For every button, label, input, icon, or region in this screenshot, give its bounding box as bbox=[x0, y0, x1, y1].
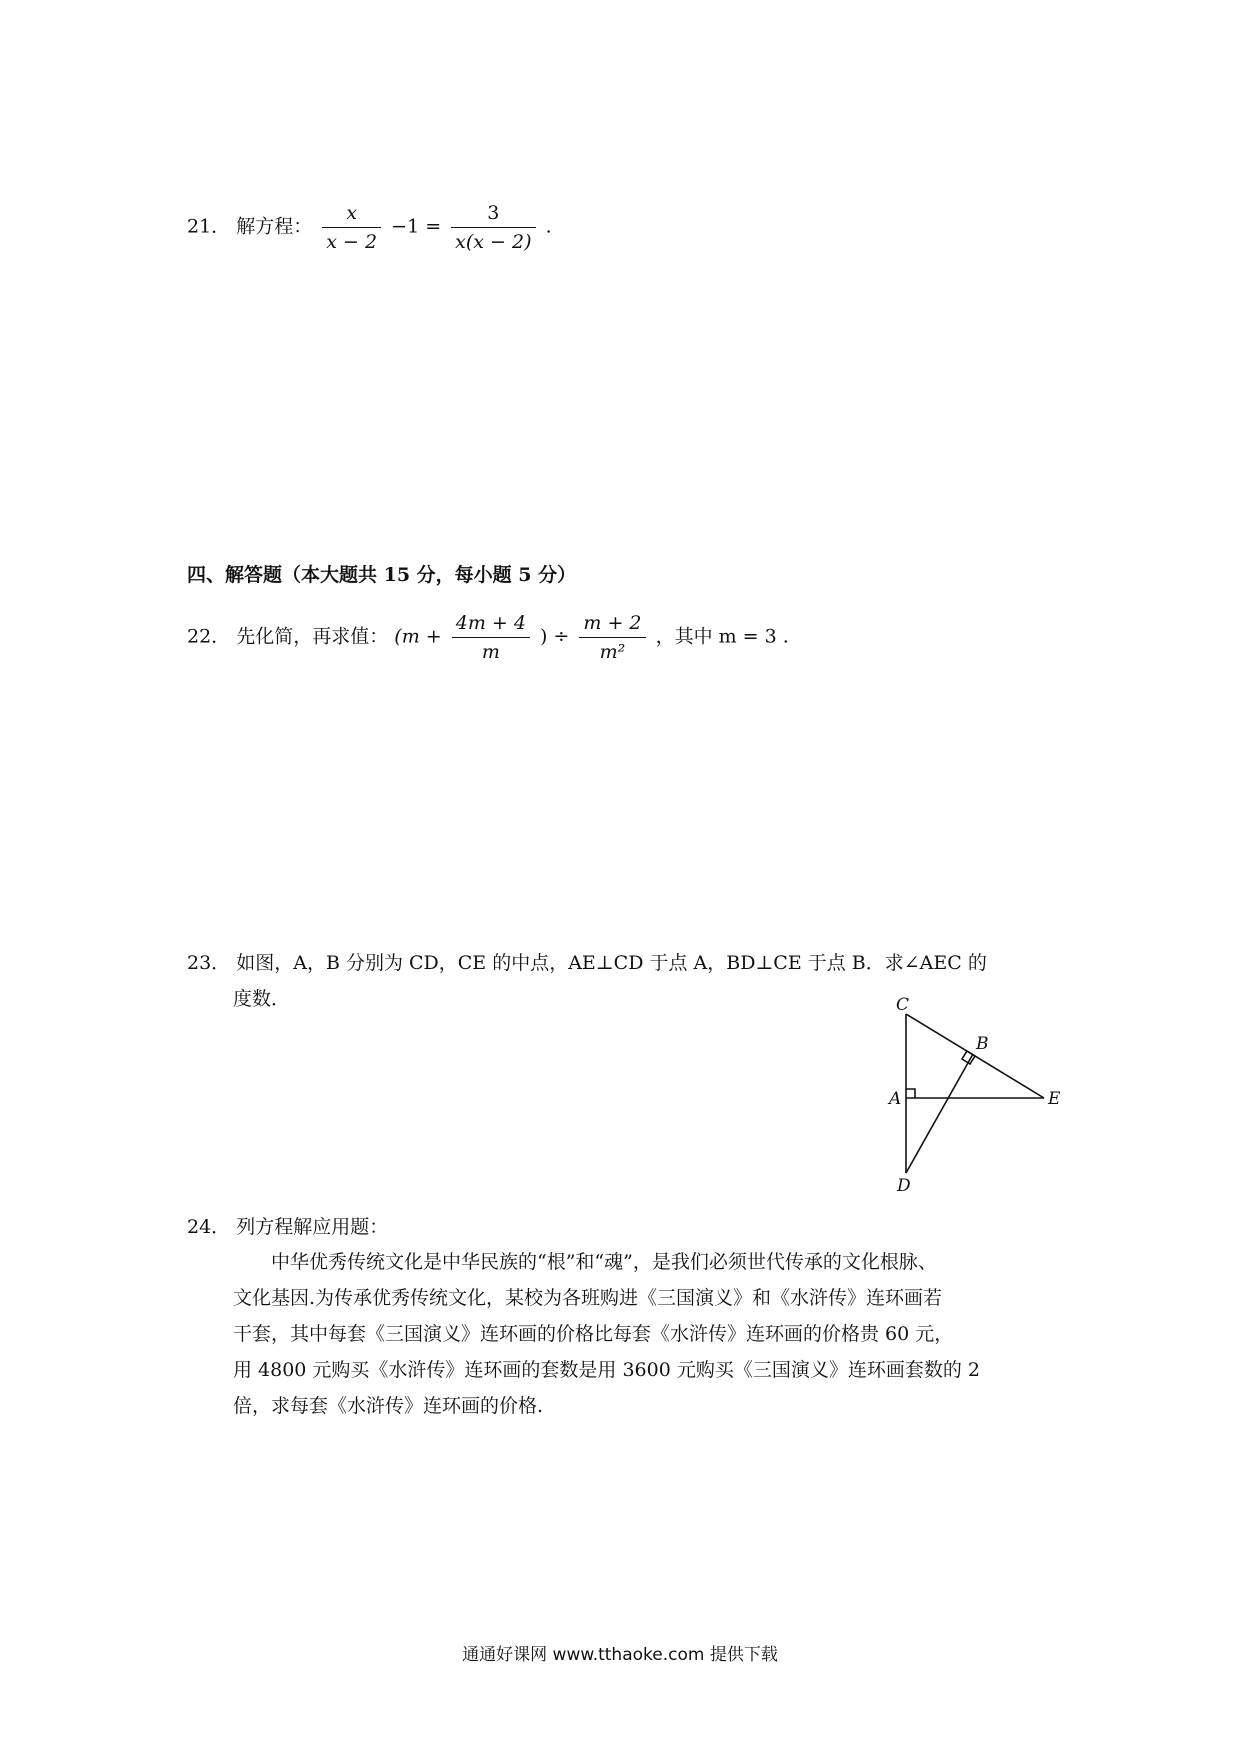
label-c: C bbox=[896, 995, 910, 1015]
question-24-title bbox=[187, 1212, 388, 1239]
paragraph-line: 干套，其中每套《三国演义》连环画的价格比每套《水浒传》连环画的价格贵 60 元， bbox=[233, 1323, 954, 1345]
segment-bd bbox=[906, 1054, 973, 1173]
question-prompt: 解方程： bbox=[236, 215, 313, 238]
question-number: 23． bbox=[187, 952, 231, 974]
question-22 bbox=[187, 612, 789, 663]
right-angle-mark-a bbox=[906, 1089, 915, 1098]
fraction-1 bbox=[452, 612, 530, 663]
section-heading: 四、解答题（本大题共 15 分，每小题 5 分） bbox=[187, 564, 577, 586]
equation-end: . bbox=[545, 215, 552, 238]
fraction-denominator: x(x − 2) bbox=[451, 227, 535, 253]
fraction-rhs bbox=[451, 202, 535, 253]
question-number: 22． bbox=[187, 625, 231, 648]
question-prompt: 先化简，再求值： bbox=[236, 625, 389, 648]
fraction-denominator: m² bbox=[579, 637, 645, 663]
label-e: E bbox=[1048, 1089, 1061, 1109]
question-21 bbox=[187, 202, 552, 253]
paragraph-line: 用 4800 元购买《水浒传》连环画的套数是用 3600 元购买《三国演义》连环画套数的 2 bbox=[233, 1359, 980, 1381]
equation-middle: −1 = bbox=[391, 215, 442, 238]
expression-divide: ) ÷ bbox=[539, 625, 570, 648]
label-b: B bbox=[976, 1034, 989, 1054]
question-number: 24． bbox=[187, 1216, 231, 1238]
label-a: A bbox=[889, 1089, 902, 1109]
question-text: 如图，A，B 分别为 CD，CE 的中点，AE⊥CD 于点 A，BD⊥CE 于点 B．求∠AEC 的 bbox=[236, 952, 987, 974]
fraction-numerator: 3 bbox=[487, 202, 500, 224]
question-23-line-2: 度数． bbox=[233, 988, 291, 1010]
page-footer: 通通好课网 www.tthaoke.com 提供下载 bbox=[462, 1645, 778, 1665]
fraction-denominator: m bbox=[452, 637, 530, 663]
paragraph-line: 倍，求每套《水浒传》连环画的价格. bbox=[233, 1395, 544, 1417]
fraction-lhs bbox=[322, 202, 381, 253]
label-d: D bbox=[897, 1176, 911, 1195]
question-title: 列方程解应用题： bbox=[236, 1216, 389, 1238]
question-23-line-1 bbox=[187, 948, 987, 975]
fraction-denominator: x − 2 bbox=[322, 227, 381, 253]
fraction-2 bbox=[579, 612, 645, 663]
paragraph-line: 中华优秀传统文化是中华民族的“根”和“魂”，是我们必须世代传承的文化根脉、 bbox=[271, 1251, 937, 1273]
fraction-numerator: x bbox=[346, 202, 358, 224]
paragraph-line: 文化基因.为传承优秀传统文化，某校为各班购进《三国演义》和《水浒传》连环画若 bbox=[233, 1287, 943, 1309]
expression-open: (m + bbox=[394, 625, 442, 648]
question-number: 21． bbox=[187, 215, 231, 238]
fraction-numerator: 4m + 4 bbox=[455, 612, 526, 634]
condition: ，其中 m = 3 . bbox=[655, 625, 789, 648]
question-24-paragraph bbox=[233, 1244, 1103, 1424]
fraction-numerator: m + 2 bbox=[583, 612, 642, 634]
triangle-figure bbox=[870, 995, 1070, 1195]
